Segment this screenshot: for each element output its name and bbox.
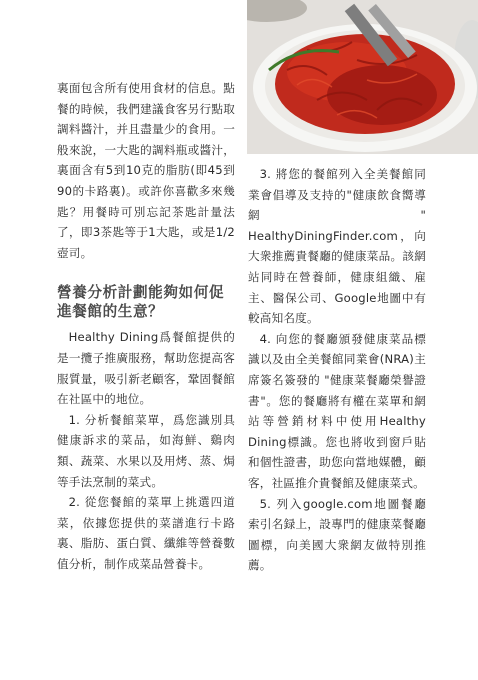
food-photo-illustration: [247, 0, 478, 154]
list-item-4: 4. 向您的餐廳頒發健康菜品標識以及由全美餐館同業會(NRA)主席簽名簽發的 "健康菜餐廳榮譽證書"。您的餐廳將有權在菜單和網站等營銷材料中使用Healthy Dining標識。您也將收到窗戶貼和個性證書，助您向當地媒體，顧客，社區推介貴餐館及健康菜式。: [248, 331, 426, 490]
section-heading: 營養分析計劃能夠如何促進餐館的生意？: [57, 284, 225, 321]
right-column: [248, 164, 426, 576]
list-item-3: 3. 將您的餐館列入全美餐館同業會倡導及支持的"健康飲食嚮導網" HealthyDiningFinder.com，向大衆推薦貴餐廳的健康菜品。該網站同時在營養師，健康組織、雇主、醫保公司、Google地圖中有較高知名度。: [248, 167, 426, 326]
list-item-2: 2. 從您餐館的菜單上挑選四道菜，依據您提供的菜譜進行卡路裏、脂肪、蛋白質、纖維等營養數值分析，制作成菜品營養卡。: [57, 495, 235, 571]
service-paragraph: Healthy Dining爲餐館提供的是一攬子推廣服務，幫助您提高客服質量，吸引新老顧客，鞏固餐館在社區中的地位。: [57, 330, 235, 407]
left-column: [57, 78, 235, 574]
list-item-1: 1. 分析餐館菜單，爲您識別具健康訴求的菜品，如海鮮、鷄肉類、蔬菜、水果以及用烤、蒸、焗等手法烹制的菜式。: [57, 412, 235, 489]
food-photo: [247, 0, 478, 154]
list-item-5: 5. 列入google.com地圖餐廳索引名録上，設專門的健康菜餐廳圖標，向美國大衆網友做特別推薦。: [248, 496, 426, 573]
intro-paragraph: 裏面包含所有使用食材的信息。點餐的時候，我們建議食客另行點取調料醬汁，并且盡量少的食用。一般來說，一大匙的調料瓶或醬汁，裏面含有5到10克的脂肪(即45到90的卡路裏)。或許你喜歡多來幾匙？用餐時可別忘記茶匙計量法了，即3茶匙等于1大匙，或是1/2壺司。: [57, 81, 235, 260]
